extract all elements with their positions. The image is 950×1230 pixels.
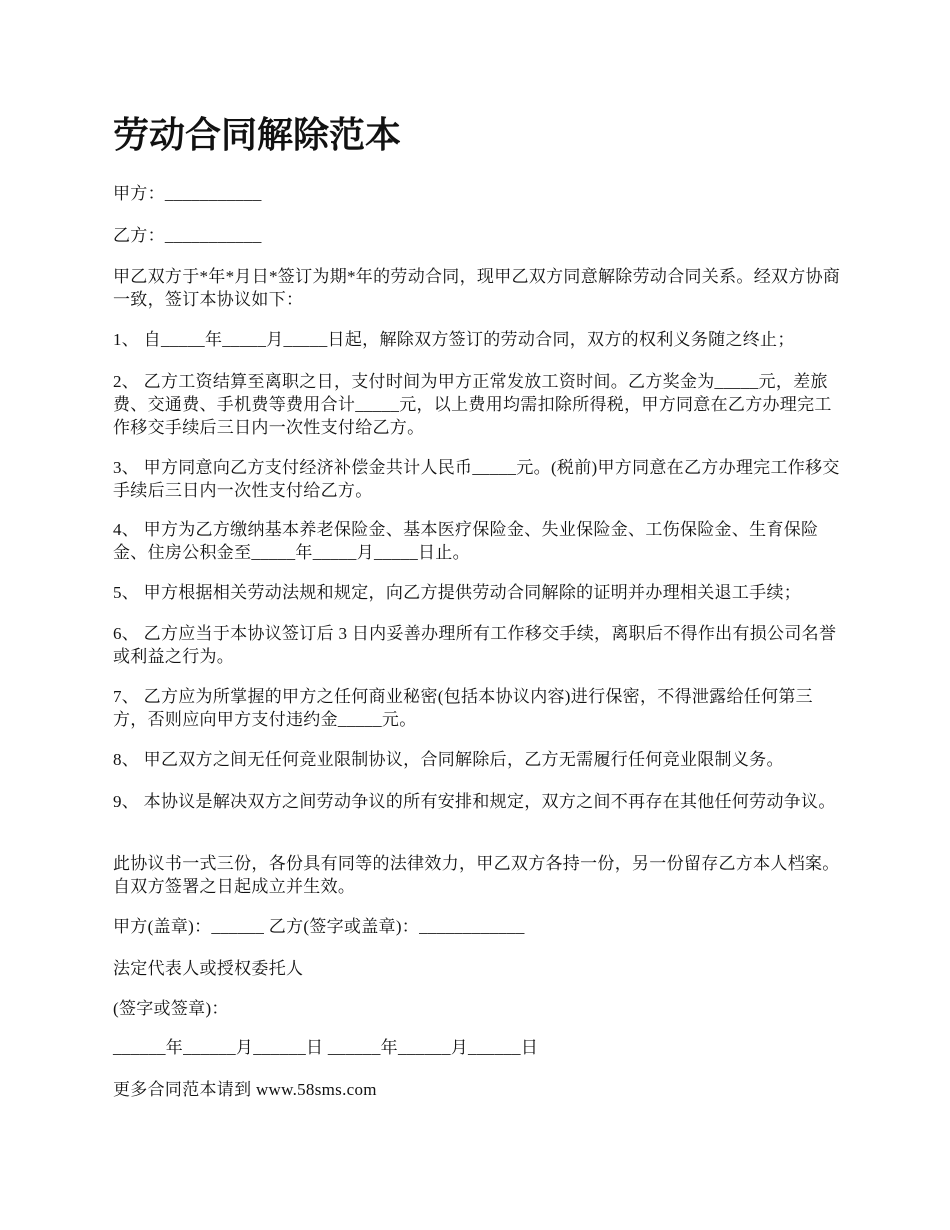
document-title: 劳动合同解除范本	[113, 115, 402, 156]
intro-paragraph: 甲乙双方于*年*月日*签订为期*年的劳动合同，现甲乙双方同意解除劳动合同关系。经双方协商一致，签订本协议如下：	[113, 267, 841, 309]
date-line: ______年______月______日 ______年______月______日	[113, 1038, 539, 1057]
representative-line: 法定代表人或授权委托人	[113, 959, 304, 978]
clause-7: 7、 乙方应为所掌握的甲方之任何商业秘密(包括本协议内容)进行保密，不得泄露给任何第三方，否则应向甲方支付违约金_____元。	[113, 687, 813, 729]
party-a-line: 甲方：___________	[113, 184, 262, 203]
clause-5: 5、 甲方根据相关劳动法规和规定，向乙方提供劳动合同解除的证明并办理相关退工手续；	[113, 583, 802, 602]
clause-6: 6、 乙方应当于本协议签订后 3 日内妥善办理所有工作移交手续，离职后不得作出有损公司名誉或利益之行为。	[113, 624, 837, 666]
party-b-line: 乙方：___________	[113, 226, 262, 245]
clause-3: 3、 甲方同意向乙方支付经济补偿金共计人民币_____元。(税前)甲方同意在乙方办理完工作移交手续后三日内一次性支付给乙方。	[113, 458, 840, 500]
clause-4: 4、 甲方为乙方缴纳基本养老保险金、基本医疗保险金、失业保险金、工伤保险金、生育保险金、住房公积金至_____年_____月_____日止。	[113, 520, 819, 562]
clause-2: 2、 乙方工资结算至离职之日，支付时间为甲方正常发放工资时间。乙方奖金为_____元，差旅费、交通费、手机费等费用合计_____元，以上费用均需扣除所得税，甲方同意在乙方办理完工作移交手续后三日内一次性支付给乙方。	[113, 372, 832, 437]
clause-8: 8、 甲乙双方之间无任何竞业限制协议，合同解除后，乙方无需履行任何竞业限制义务。	[113, 750, 784, 769]
footer-note: 更多合同范本请到 www.58sms.com	[113, 1080, 377, 1099]
clause-9: 9、 本协议是解决双方之间劳动争议的所有安排和规定，双方之间不再存在其他任何劳动争议。	[113, 792, 836, 811]
closing-paragraph: 此协议书一式三份，各份具有同等的法律效力，甲乙双方各持一份，另一份留存乙方本人档案。自双方签署之日起成立并生效。	[113, 854, 840, 896]
clause-1: 1、 自_____年_____月_____日起，解除双方签订的劳动合同，双方的权利义务随之终止；	[113, 330, 795, 349]
sign-note: (签字或签章)：	[113, 999, 229, 1018]
signature-line: 甲方(盖章)：______ 乙方(签字或盖章)：____________	[113, 917, 525, 936]
